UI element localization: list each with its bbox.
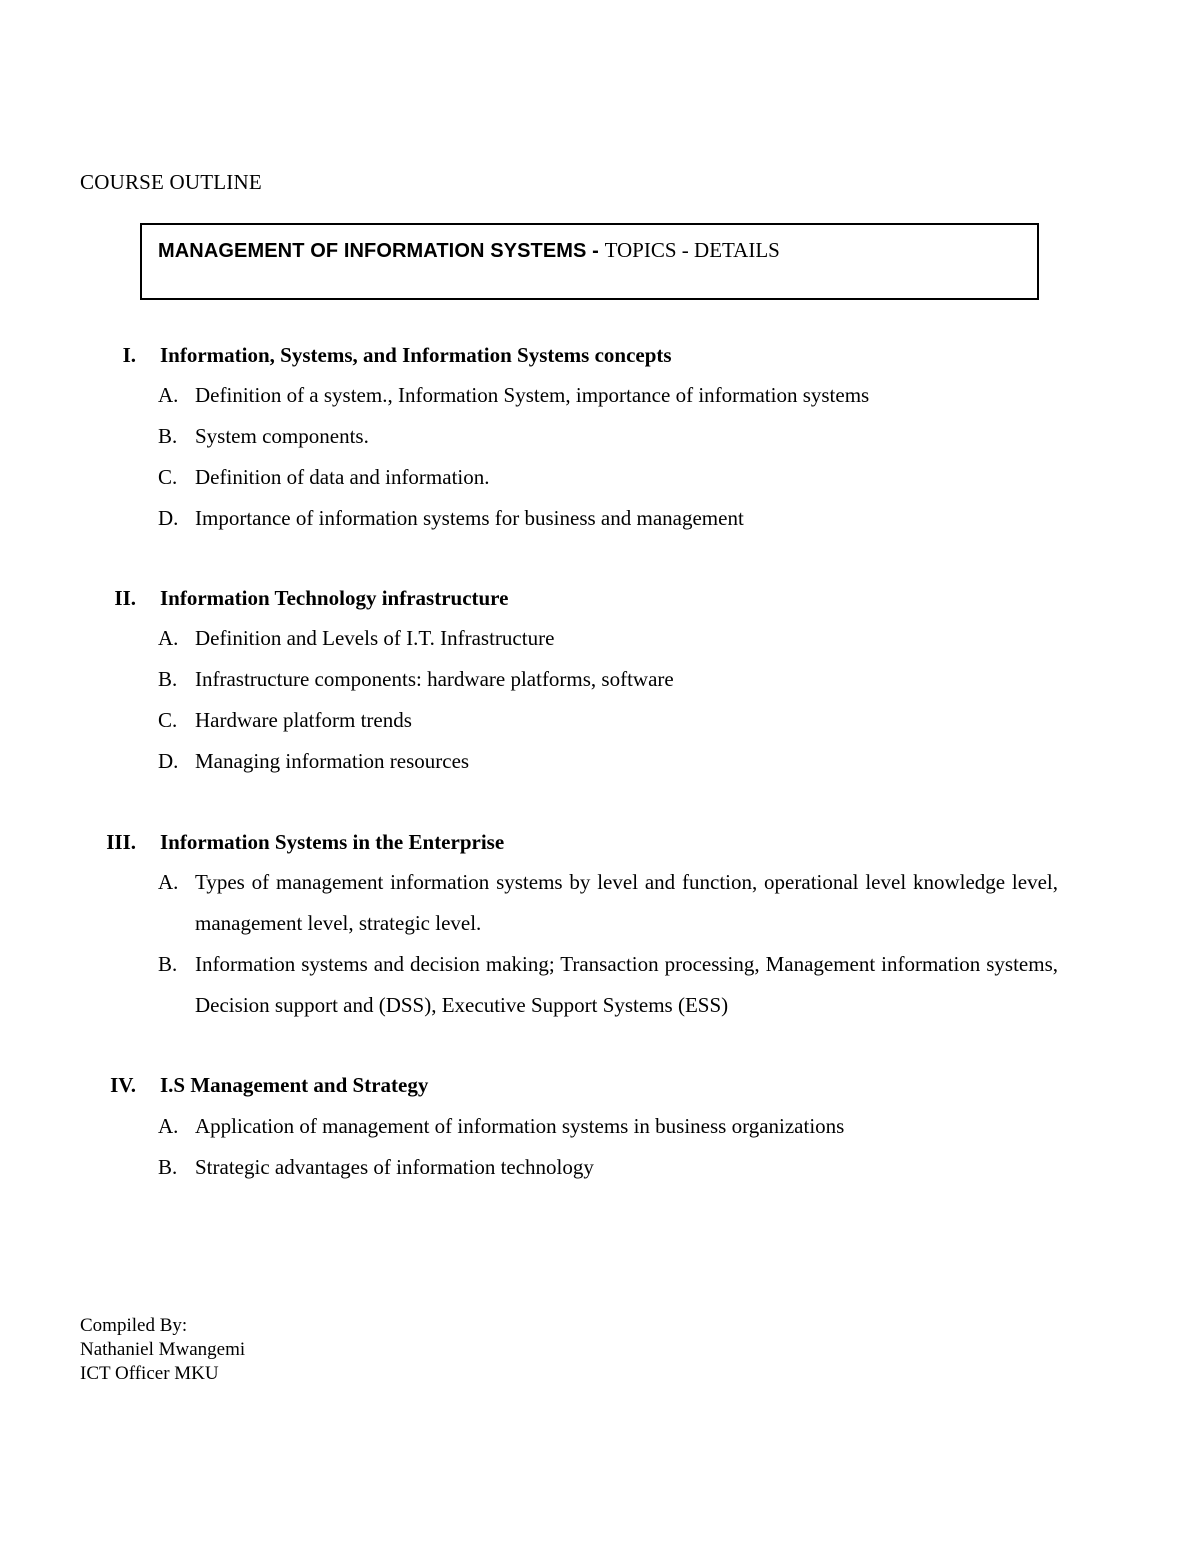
item-letter: B. <box>158 952 178 976</box>
list-item <box>158 862 1058 944</box>
item-text: Application of management of information systems in business organizations <box>195 1114 845 1138</box>
item-text: Definition and Levels of I.T. Infrastructure <box>195 626 555 650</box>
item-letter: C. <box>158 465 178 489</box>
list-item <box>158 1106 1058 1147</box>
list-item <box>158 659 1058 700</box>
section-title-1 <box>122 341 672 369</box>
item-text: Strategic advantages of information technology <box>195 1155 594 1179</box>
item-letter: B. <box>158 667 178 691</box>
item-letter: A. <box>158 383 179 407</box>
section-numeral: III. <box>106 830 136 854</box>
section-numeral: I. <box>122 343 136 367</box>
list-item <box>158 618 1058 659</box>
item-letter: D. <box>158 506 179 530</box>
section-title-text: Information Technology infrastructure <box>160 586 509 610</box>
item-letter: B. <box>158 424 178 448</box>
item-text: Information systems and decision making; Transaction processing, Management information systems, Decision support and (DSS), Executive Support Systems (ESS) <box>195 952 1058 1017</box>
course-outline-heading: COURSE OUTLINE <box>80 170 262 194</box>
item-text: Managing information resources <box>195 749 470 773</box>
section-numeral: IV. <box>110 1073 136 1097</box>
section-title-2 <box>114 584 509 612</box>
item-text: Importance of information systems for business and management <box>195 506 744 530</box>
section-numeral: II. <box>114 586 136 610</box>
item-text: Definition of data and information. <box>195 465 490 489</box>
item-letter: A. <box>158 1114 179 1138</box>
list-item <box>158 700 1058 741</box>
title-tail: TOPICS - DETAILS <box>604 238 780 262</box>
item-text: System components. <box>195 424 369 448</box>
list-item <box>158 1147 1058 1188</box>
list-item <box>158 457 1058 498</box>
title-box <box>140 223 1039 300</box>
compiled-by-block <box>80 1314 245 1386</box>
list-item <box>158 944 1058 1026</box>
section-title-text: Information, Systems, and Information Systems concepts <box>160 343 672 367</box>
section-title-text: Information Systems in the Enterprise <box>160 830 505 854</box>
item-text: Types of management information systems by level and function, operational level knowledge level, management level, strategic level. <box>195 870 1058 935</box>
author-name: Nathaniel Mwangemi <box>80 1339 246 1360</box>
compiled-by-label: Compiled By: <box>80 1315 188 1336</box>
section-title-3 <box>106 828 505 856</box>
section-title-text: I.S Management and Strategy <box>160 1073 429 1097</box>
list-item <box>158 416 1058 457</box>
title-main: MANAGEMENT OF INFORMATION SYSTEMS - <box>158 240 605 262</box>
list-item <box>158 375 1058 416</box>
list-item <box>158 741 1058 782</box>
list-item <box>158 498 1058 539</box>
item-text: Definition of a system., Information System, importance of information systems <box>195 383 870 407</box>
section-title-4 <box>110 1071 429 1099</box>
author-title: ICT Officer MKU <box>80 1363 219 1384</box>
item-letter: D. <box>158 749 179 773</box>
item-letter: A. <box>158 626 179 650</box>
item-text: Hardware platform trends <box>195 708 412 732</box>
item-letter: B. <box>158 1155 178 1179</box>
item-letter: C. <box>158 708 178 732</box>
item-text: Infrastructure components: hardware platforms, software <box>195 667 674 691</box>
item-letter: A. <box>158 870 179 894</box>
